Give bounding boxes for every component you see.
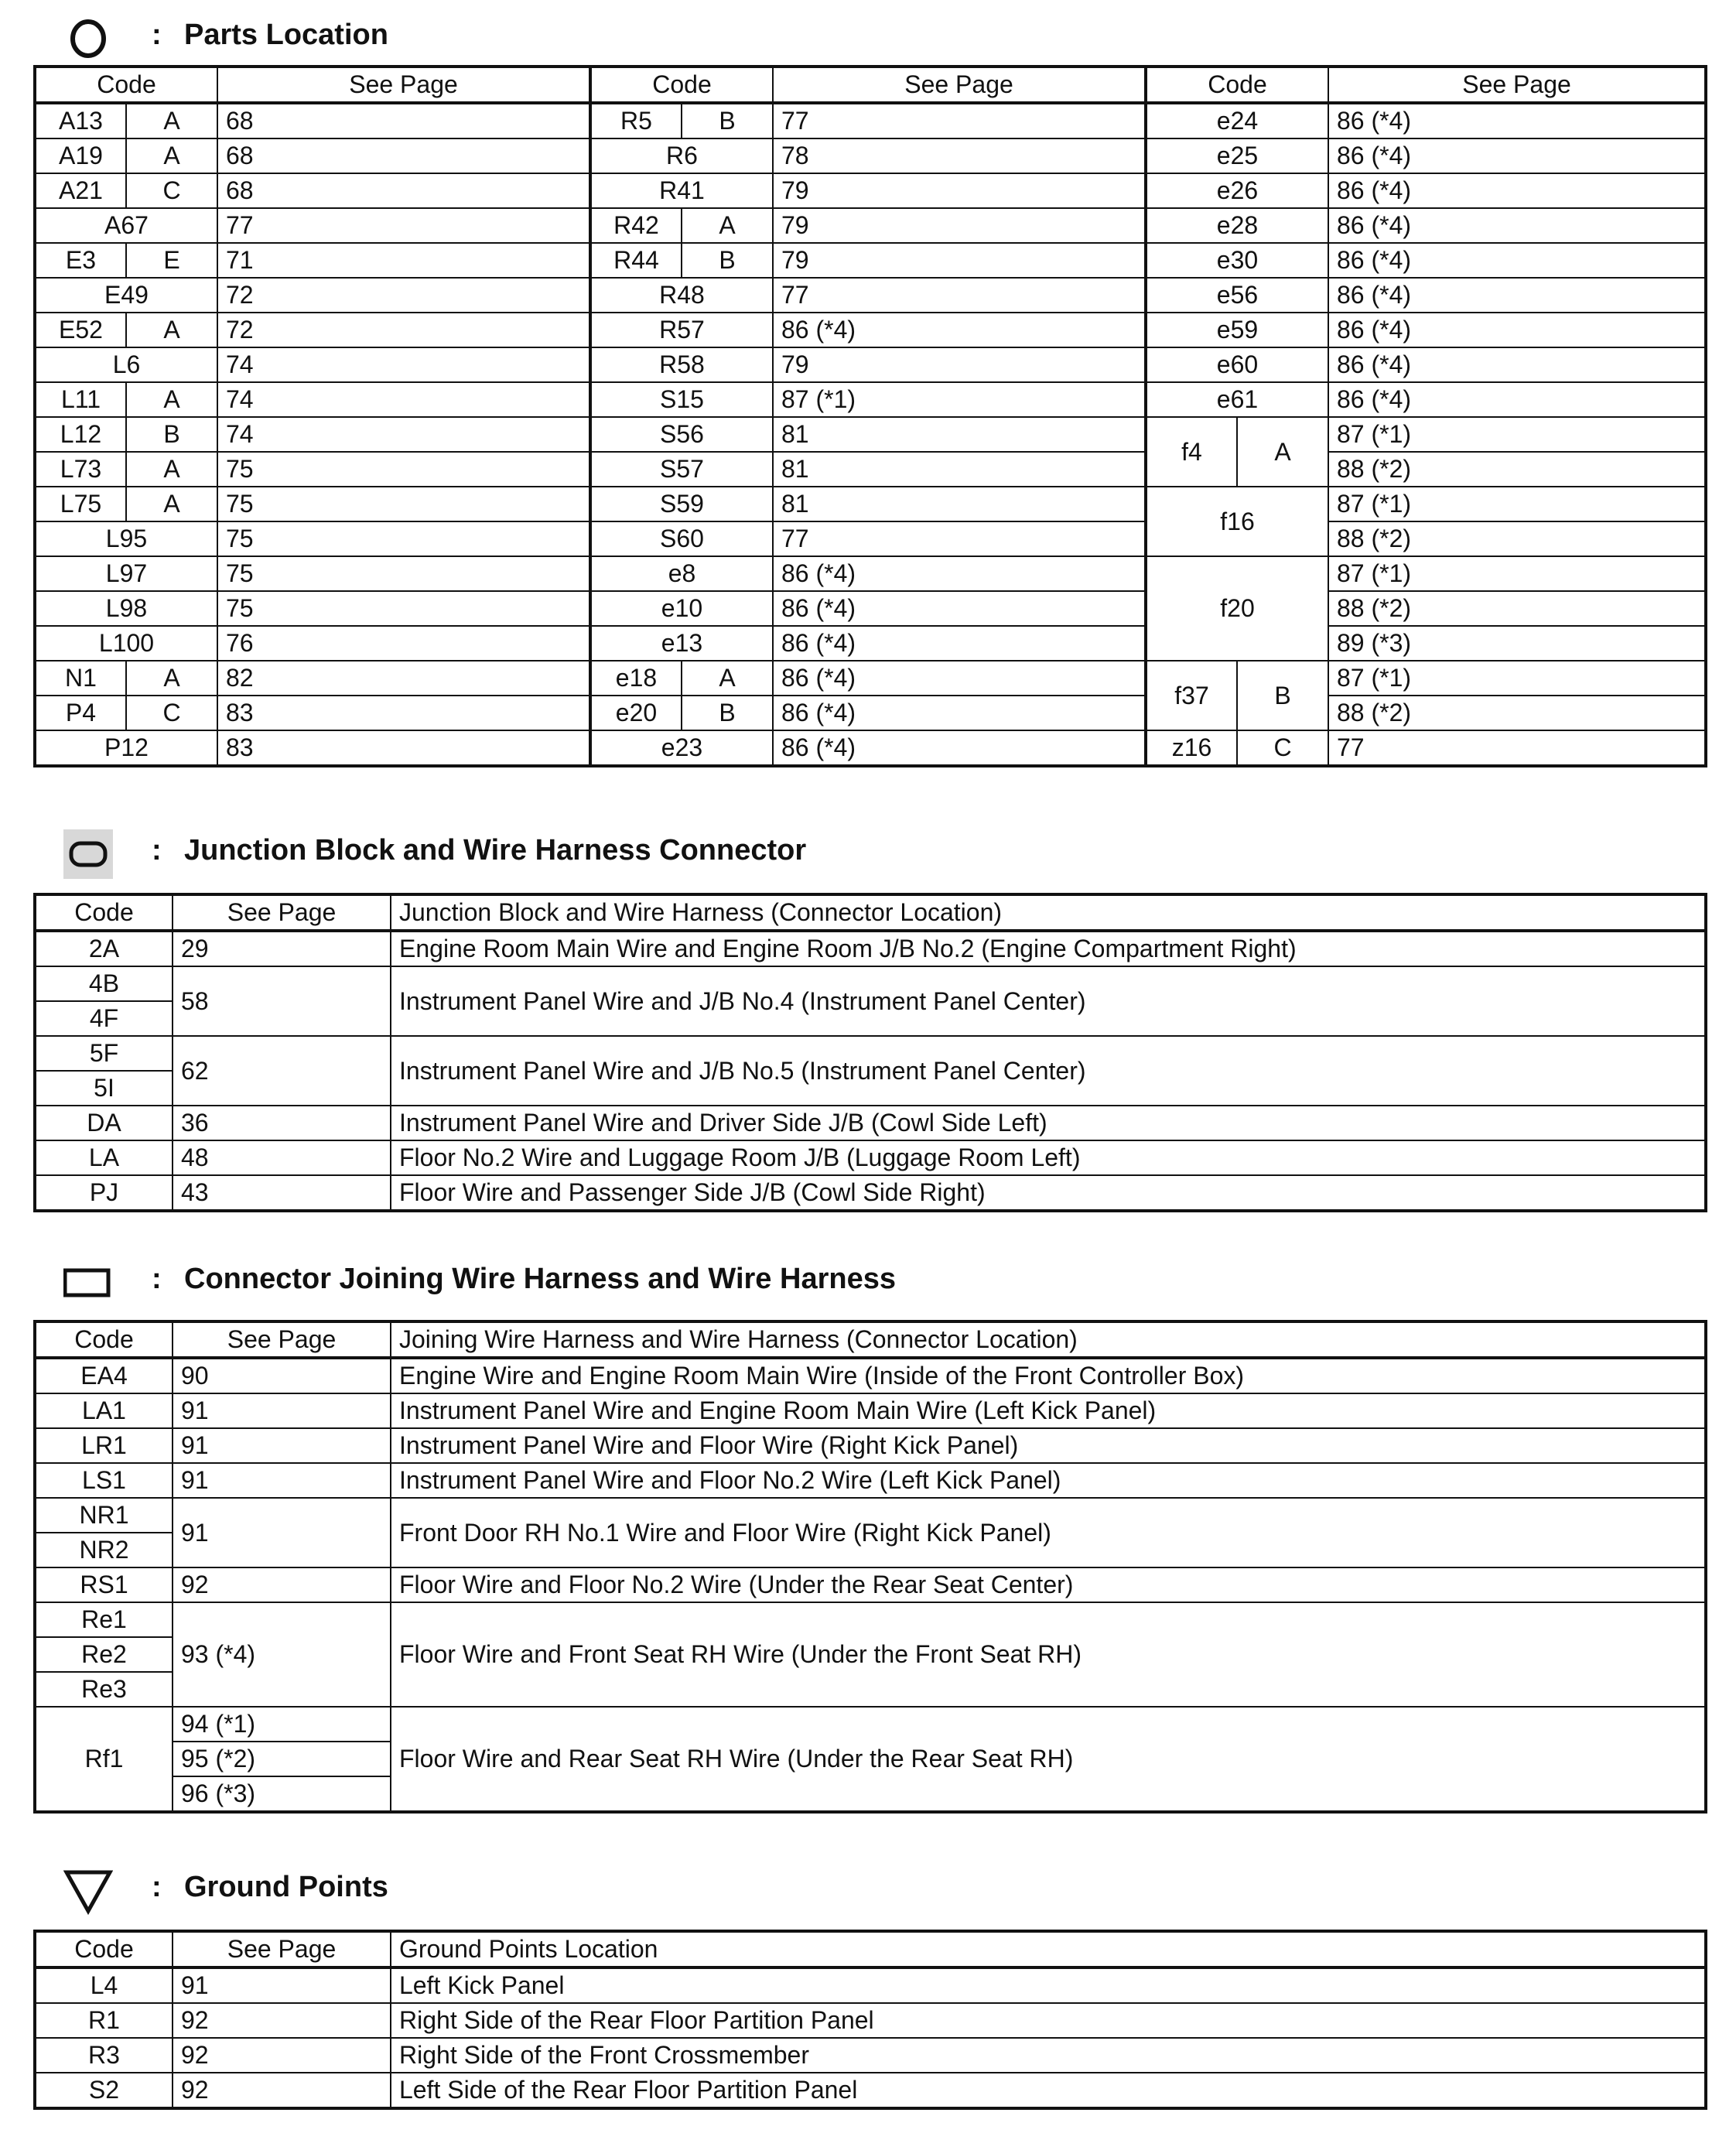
see-page-cell: 83 bbox=[217, 730, 590, 766]
code-cell: f4 bbox=[1146, 417, 1237, 487]
code-cell: R3 bbox=[35, 2038, 173, 2073]
header-row bbox=[35, 1931, 1706, 1967]
table-row bbox=[35, 487, 1706, 521]
location-cell: Engine Wire and Engine Room Main Wire (Inside of the Front Controller Box) bbox=[391, 1358, 1706, 1393]
see-page-cell: 72 bbox=[217, 313, 590, 347]
see-page-cell: 75 bbox=[217, 591, 590, 626]
table-row bbox=[35, 243, 1706, 278]
code-cell: A67 bbox=[35, 208, 217, 243]
triangle-icon bbox=[63, 1866, 113, 1916]
code-cell: Re1 bbox=[35, 1602, 173, 1637]
code-cell: L11 bbox=[35, 382, 126, 417]
location-cell: Floor Wire and Passenger Side J/B (Cowl Side Right) bbox=[391, 1175, 1706, 1211]
code-cell: e8 bbox=[590, 556, 773, 591]
code-cell: A21 bbox=[35, 173, 126, 208]
see-page-cell: 86 (*4) bbox=[773, 313, 1146, 347]
table-row bbox=[35, 2003, 1706, 2038]
code-cell: RS1 bbox=[35, 1567, 173, 1602]
code-cell: L4 bbox=[35, 1967, 173, 2003]
see-page-cell: 86 (*4) bbox=[1328, 173, 1706, 208]
code-cell: e23 bbox=[590, 730, 773, 766]
table-row bbox=[35, 626, 1706, 661]
code-cell: NR1 bbox=[35, 1498, 173, 1533]
code-cell: N1 bbox=[35, 661, 126, 696]
code-cell: LR1 bbox=[35, 1428, 173, 1463]
code-header: Code bbox=[1146, 67, 1328, 103]
location-cell: Instrument Panel Wire and J/B No.4 (Instrument Panel Center) bbox=[391, 966, 1706, 1036]
see-page-cell: 86 (*4) bbox=[773, 696, 1146, 730]
location-cell: Instrument Panel Wire and Driver Side J/B (Cowl Side Left) bbox=[391, 1106, 1706, 1140]
see-page-cell: 74 bbox=[217, 417, 590, 452]
see-page-cell: 72 bbox=[217, 278, 590, 313]
rectangle-icon bbox=[63, 1258, 113, 1308]
code-cell: L98 bbox=[35, 591, 217, 626]
location-cell: Instrument Panel Wire and Floor No.2 Wire (Left Kick Panel) bbox=[391, 1463, 1706, 1498]
see-page-cell: 96 (*3) bbox=[173, 1776, 391, 1812]
see-page-cell: 77 bbox=[1328, 730, 1706, 766]
table-row bbox=[35, 696, 1706, 730]
see-page-cell: 87 (*1) bbox=[1328, 417, 1706, 452]
code-cell: 2A bbox=[35, 931, 173, 966]
see-page-cell: 91 bbox=[173, 1393, 391, 1428]
location-cell: Floor Wire and Floor No.2 Wire (Under the Rear Seat Center) bbox=[391, 1567, 1706, 1602]
code-cell: L97 bbox=[35, 556, 217, 591]
sub-code-cell: A bbox=[126, 487, 217, 521]
see-page-cell: 79 bbox=[773, 173, 1146, 208]
see-page-cell: 87 (*1) bbox=[1328, 556, 1706, 591]
see-page-cell: 74 bbox=[217, 382, 590, 417]
code-cell: R41 bbox=[590, 173, 773, 208]
see-page-cell: 86 (*4) bbox=[773, 591, 1146, 626]
sub-code-cell: A bbox=[126, 452, 217, 487]
table-row bbox=[35, 966, 1706, 1001]
code-cell: A19 bbox=[35, 138, 126, 173]
see-page-cell: 91 bbox=[173, 1463, 391, 1498]
location-cell: Left Side of the Rear Floor Partition Panel bbox=[391, 2073, 1706, 2108]
code-cell: S15 bbox=[590, 382, 773, 417]
code-cell: L6 bbox=[35, 347, 217, 382]
see-page-cell: 91 bbox=[173, 1967, 391, 2003]
ground-points-header bbox=[0, 1866, 1736, 1916]
table-row bbox=[35, 1967, 1706, 2003]
junction-block-header bbox=[0, 829, 1736, 879]
see-page-cell: 43 bbox=[173, 1175, 391, 1211]
code-cell: R44 bbox=[590, 243, 682, 278]
see-page-cell: 79 bbox=[773, 243, 1146, 278]
see-page-cell: 89 (*3) bbox=[1328, 626, 1706, 661]
code-header: Code bbox=[35, 67, 217, 103]
header-row bbox=[35, 67, 1706, 103]
table-row bbox=[35, 173, 1706, 208]
code-header: Code bbox=[35, 1931, 173, 1967]
sub-code-cell: B bbox=[682, 103, 773, 138]
table-row bbox=[35, 417, 1706, 452]
sub-code-cell: A bbox=[1237, 417, 1328, 487]
see-page-header: See Page bbox=[773, 67, 1146, 103]
code-cell: S59 bbox=[590, 487, 773, 521]
location-cell: Right Side of the Front Crossmember bbox=[391, 2038, 1706, 2073]
code-cell: R42 bbox=[590, 208, 682, 243]
code-cell: E52 bbox=[35, 313, 126, 347]
sub-code-cell: C bbox=[1237, 730, 1328, 766]
code-cell: e25 bbox=[1146, 138, 1328, 173]
see-page-cell: 58 bbox=[173, 966, 391, 1036]
table-row bbox=[35, 521, 1706, 556]
section-title: Parts Location bbox=[184, 19, 388, 51]
see-page-cell: 92 bbox=[173, 1567, 391, 1602]
code-cell: L12 bbox=[35, 417, 126, 452]
see-page-cell: 92 bbox=[173, 2038, 391, 2073]
see-page-header: See Page bbox=[173, 894, 391, 931]
table-row bbox=[35, 382, 1706, 417]
see-page-cell: 86 (*4) bbox=[773, 730, 1146, 766]
see-page-cell: 77 bbox=[217, 208, 590, 243]
header-colon: : bbox=[152, 834, 162, 867]
table-row bbox=[35, 347, 1706, 382]
see-page-cell: 82 bbox=[217, 661, 590, 696]
see-page-cell: 77 bbox=[773, 521, 1146, 556]
location-header: Junction Block and Wire Harness (Connector Location) bbox=[391, 894, 1706, 931]
location-cell: Front Door RH No.1 Wire and Floor Wire (Right Kick Panel) bbox=[391, 1498, 1706, 1567]
see-page-cell: 79 bbox=[773, 208, 1146, 243]
sub-code-cell: A bbox=[682, 208, 773, 243]
see-page-cell: 87 (*1) bbox=[1328, 661, 1706, 696]
see-page-cell: 74 bbox=[217, 347, 590, 382]
code-cell: e56 bbox=[1146, 278, 1328, 313]
header-colon: : bbox=[152, 1871, 162, 1903]
code-cell: Rf1 bbox=[35, 1707, 173, 1812]
code-cell: e24 bbox=[1146, 103, 1328, 138]
sub-code-cell: A bbox=[682, 661, 773, 696]
table-row bbox=[35, 103, 1706, 138]
table-row bbox=[35, 452, 1706, 487]
location-cell: Right Side of the Rear Floor Partition Panel bbox=[391, 2003, 1706, 2038]
table-row bbox=[35, 1393, 1706, 1428]
table-row bbox=[35, 1140, 1706, 1175]
table-row bbox=[35, 2038, 1706, 2073]
code-cell: 4B bbox=[35, 966, 173, 1001]
parts-location-table bbox=[33, 65, 1707, 767]
see-page-cell: 92 bbox=[173, 2073, 391, 2108]
see-page-cell: 90 bbox=[173, 1358, 391, 1393]
code-cell: e28 bbox=[1146, 208, 1328, 243]
see-page-cell: 88 (*2) bbox=[1328, 696, 1706, 730]
location-cell: Left Kick Panel bbox=[391, 1967, 1706, 2003]
sub-code-cell: B bbox=[682, 243, 773, 278]
see-page-cell: 79 bbox=[773, 347, 1146, 382]
see-page-cell: 29 bbox=[173, 931, 391, 966]
sub-code-cell: B bbox=[126, 417, 217, 452]
see-page-cell: 48 bbox=[173, 1140, 391, 1175]
code-cell: R5 bbox=[590, 103, 682, 138]
code-cell: R57 bbox=[590, 313, 773, 347]
sub-code-cell: A bbox=[126, 382, 217, 417]
see-page-cell: 76 bbox=[217, 626, 590, 661]
table-row bbox=[35, 1358, 1706, 1393]
table-row bbox=[35, 278, 1706, 313]
sub-code-cell: B bbox=[682, 696, 773, 730]
code-cell: e26 bbox=[1146, 173, 1328, 208]
see-page-cell: 88 (*2) bbox=[1328, 452, 1706, 487]
code-cell: S57 bbox=[590, 452, 773, 487]
sub-code-cell: A bbox=[126, 103, 217, 138]
code-cell: L100 bbox=[35, 626, 217, 661]
location-header: Ground Points Location bbox=[391, 1931, 1706, 1967]
code-cell: f16 bbox=[1146, 487, 1328, 556]
see-page-cell: 94 (*1) bbox=[173, 1707, 391, 1742]
table-row bbox=[35, 591, 1706, 626]
see-page-cell: 91 bbox=[173, 1428, 391, 1463]
code-header: Code bbox=[590, 67, 773, 103]
code-cell: e13 bbox=[590, 626, 773, 661]
code-cell: E3 bbox=[35, 243, 126, 278]
see-page-cell: 78 bbox=[773, 138, 1146, 173]
table-row bbox=[35, 1498, 1706, 1533]
parts-location-header bbox=[0, 14, 1736, 63]
code-header: Code bbox=[35, 1321, 173, 1358]
see-page-cell: 93 (*4) bbox=[173, 1602, 391, 1707]
header-colon: : bbox=[152, 1263, 162, 1295]
see-page-header: See Page bbox=[1328, 67, 1706, 103]
junction-block-table bbox=[33, 893, 1707, 1212]
see-page-cell: 86 (*4) bbox=[1328, 347, 1706, 382]
table-row bbox=[35, 1428, 1706, 1463]
code-cell: S2 bbox=[35, 2073, 173, 2108]
code-cell: PJ bbox=[35, 1175, 173, 1211]
location-cell: Engine Room Main Wire and Engine Room J/B No.2 (Engine Compartment Right) bbox=[391, 931, 1706, 966]
see-page-header: See Page bbox=[173, 1321, 391, 1358]
code-cell: R58 bbox=[590, 347, 773, 382]
location-cell: Instrument Panel Wire and Engine Room Main Wire (Left Kick Panel) bbox=[391, 1393, 1706, 1428]
table-row bbox=[35, 1707, 1706, 1742]
code-cell: EA4 bbox=[35, 1358, 173, 1393]
header-row bbox=[35, 1321, 1706, 1358]
section-title: Connector Joining Wire Harness and Wire Harness bbox=[184, 1263, 896, 1295]
see-page-cell: 77 bbox=[773, 103, 1146, 138]
see-page-cell: 75 bbox=[217, 487, 590, 521]
location-cell: Instrument Panel Wire and J/B No.5 (Instrument Panel Center) bbox=[391, 1036, 1706, 1106]
code-cell: Re3 bbox=[35, 1672, 173, 1707]
see-page-cell: 75 bbox=[217, 452, 590, 487]
code-cell: L75 bbox=[35, 487, 126, 521]
code-cell: f37 bbox=[1146, 661, 1237, 730]
location-cell: Instrument Panel Wire and Floor Wire (Right Kick Panel) bbox=[391, 1428, 1706, 1463]
code-header: Code bbox=[35, 894, 173, 931]
table-row bbox=[35, 1602, 1706, 1637]
sub-code-cell: A bbox=[126, 661, 217, 696]
see-page-cell: 81 bbox=[773, 452, 1146, 487]
location-cell: Floor Wire and Rear Seat RH Wire (Under the Rear Seat RH) bbox=[391, 1707, 1706, 1812]
code-cell: S56 bbox=[590, 417, 773, 452]
code-cell: e60 bbox=[1146, 347, 1328, 382]
code-cell: Re2 bbox=[35, 1637, 173, 1672]
header-row bbox=[35, 894, 1706, 931]
table-row bbox=[35, 1036, 1706, 1071]
code-cell: e59 bbox=[1146, 313, 1328, 347]
table-row bbox=[35, 1175, 1706, 1211]
connector-joining-header bbox=[0, 1258, 1736, 1308]
see-page-header: See Page bbox=[173, 1931, 391, 1967]
code-cell: LA bbox=[35, 1140, 173, 1175]
see-page-cell: 88 (*2) bbox=[1328, 521, 1706, 556]
code-cell: NR2 bbox=[35, 1533, 173, 1567]
table-row bbox=[35, 931, 1706, 966]
code-cell: 4F bbox=[35, 1001, 173, 1036]
see-page-cell: 75 bbox=[217, 521, 590, 556]
sub-code-cell: C bbox=[126, 696, 217, 730]
table-row bbox=[35, 2073, 1706, 2108]
code-cell: E49 bbox=[35, 278, 217, 313]
see-page-cell: 68 bbox=[217, 103, 590, 138]
connector-joining-table bbox=[33, 1320, 1707, 1814]
section-title: Ground Points bbox=[184, 1871, 388, 1903]
table-row bbox=[35, 1567, 1706, 1602]
see-page-cell: 86 (*4) bbox=[773, 626, 1146, 661]
see-page-cell: 95 (*2) bbox=[173, 1742, 391, 1776]
see-page-cell: 86 (*4) bbox=[1328, 208, 1706, 243]
see-page-cell: 77 bbox=[773, 278, 1146, 313]
section-title: Junction Block and Wire Harness Connector bbox=[184, 834, 807, 867]
code-cell: R48 bbox=[590, 278, 773, 313]
see-page-cell: 87 (*1) bbox=[773, 382, 1146, 417]
see-page-cell: 83 bbox=[217, 696, 590, 730]
code-cell: S60 bbox=[590, 521, 773, 556]
see-page-header: See Page bbox=[217, 67, 590, 103]
code-cell: R1 bbox=[35, 2003, 173, 2038]
code-cell: e10 bbox=[590, 591, 773, 626]
see-page-cell: 62 bbox=[173, 1036, 391, 1106]
see-page-cell: 68 bbox=[217, 138, 590, 173]
sub-code-cell: A bbox=[126, 313, 217, 347]
code-cell: f20 bbox=[1146, 556, 1328, 661]
see-page-cell: 71 bbox=[217, 243, 590, 278]
sub-code-cell: C bbox=[126, 173, 217, 208]
see-page-cell: 68 bbox=[217, 173, 590, 208]
sub-code-cell: E bbox=[126, 243, 217, 278]
code-cell: z16 bbox=[1146, 730, 1237, 766]
see-page-cell: 86 (*4) bbox=[1328, 103, 1706, 138]
sub-code-cell: A bbox=[126, 138, 217, 173]
table-row bbox=[35, 208, 1706, 243]
ground-points-table bbox=[33, 1930, 1707, 2110]
table-row bbox=[35, 661, 1706, 696]
see-page-cell: 75 bbox=[217, 556, 590, 591]
see-page-cell: 86 (*4) bbox=[1328, 243, 1706, 278]
code-cell: A13 bbox=[35, 103, 126, 138]
table-row bbox=[35, 556, 1706, 591]
code-cell: P12 bbox=[35, 730, 217, 766]
code-cell: DA bbox=[35, 1106, 173, 1140]
see-page-cell: 81 bbox=[773, 417, 1146, 452]
see-page-cell: 86 (*4) bbox=[773, 556, 1146, 591]
code-cell: 5I bbox=[35, 1071, 173, 1106]
code-cell: R6 bbox=[590, 138, 773, 173]
code-cell: e61 bbox=[1146, 382, 1328, 417]
see-page-cell: 86 (*4) bbox=[1328, 278, 1706, 313]
code-cell: e30 bbox=[1146, 243, 1328, 278]
table-row bbox=[35, 1463, 1706, 1498]
see-page-cell: 86 (*4) bbox=[1328, 382, 1706, 417]
table-row bbox=[35, 138, 1706, 173]
see-page-cell: 36 bbox=[173, 1106, 391, 1140]
see-page-cell: 86 (*4) bbox=[1328, 138, 1706, 173]
sub-code-cell: B bbox=[1237, 661, 1328, 730]
code-cell: LA1 bbox=[35, 1393, 173, 1428]
see-page-cell: 86 (*4) bbox=[1328, 313, 1706, 347]
location-cell: Floor No.2 Wire and Luggage Room J/B (Luggage Room Left) bbox=[391, 1140, 1706, 1175]
see-page-cell: 92 bbox=[173, 2003, 391, 2038]
table-row bbox=[35, 313, 1706, 347]
see-page-cell: 81 bbox=[773, 487, 1146, 521]
code-cell: L73 bbox=[35, 452, 126, 487]
see-page-cell: 86 (*4) bbox=[773, 661, 1146, 696]
header-colon: : bbox=[152, 19, 162, 51]
rounded-rectangle-icon bbox=[63, 829, 113, 879]
code-cell: P4 bbox=[35, 696, 126, 730]
see-page-cell: 87 (*1) bbox=[1328, 487, 1706, 521]
code-cell: L95 bbox=[35, 521, 217, 556]
see-page-cell: 88 (*2) bbox=[1328, 591, 1706, 626]
see-page-cell: 91 bbox=[173, 1498, 391, 1567]
table-row bbox=[35, 1106, 1706, 1140]
location-cell: Floor Wire and Front Seat RH Wire (Under the Front Seat RH) bbox=[391, 1602, 1706, 1707]
code-cell: 5F bbox=[35, 1036, 173, 1071]
code-cell: e20 bbox=[590, 696, 682, 730]
code-cell: e18 bbox=[590, 661, 682, 696]
table-row bbox=[35, 730, 1706, 766]
location-header: Joining Wire Harness and Wire Harness (Connector Location) bbox=[391, 1321, 1706, 1358]
code-cell: LS1 bbox=[35, 1463, 173, 1498]
circle-icon bbox=[63, 14, 113, 63]
